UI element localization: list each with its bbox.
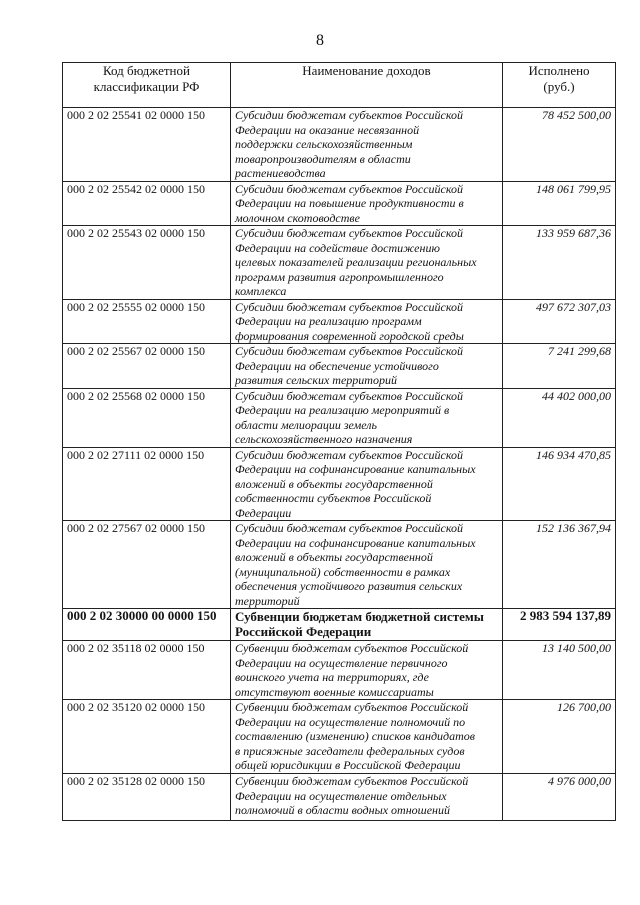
revenue-name-line: Федерации на реализацию программ: [235, 314, 422, 328]
revenue-name-line: поддержки сельскохозяйственным: [235, 137, 413, 151]
revenue-name-cell: [231, 609, 503, 641]
executed-amount-cell: 148 061 799,95: [503, 181, 616, 226]
budget-code-cell: 000 2 02 30000 00 0000 150: [63, 609, 231, 641]
revenue-name-line: Федерации на осуществление полномочий по: [235, 714, 466, 729]
table-row: [63, 344, 616, 389]
revenue-name-line: Субвенции бюджетам субъектов Российской: [235, 641, 469, 655]
executed-amount-cell: 13 140 500,00: [503, 641, 616, 700]
revenue-name-line: Федерации на реализацию мероприятий в: [235, 403, 450, 417]
header-code: [63, 63, 231, 108]
revenue-name-line: Федерации на содействие достижению: [235, 240, 440, 255]
revenue-name-line: воинского учета на территориях, где: [235, 670, 429, 684]
budget-code-cell: 000 2 02 25568 02 0000 150: [63, 388, 231, 447]
revenue-name-line: формирования современной городской среды: [235, 328, 464, 343]
revenue-name-line: программ развития агропромышленного: [235, 269, 444, 284]
header-code-line: Код бюджетной: [103, 63, 190, 78]
table-row: [63, 521, 616, 609]
revenue-name-line: Субсидии бюджетам субъектов Российской: [235, 521, 464, 535]
executed-amount-cell: 4 976 000,00: [503, 774, 616, 821]
revenue-name-line: сельскохозяйственного назначения: [235, 432, 413, 446]
revenue-name-line: Федерации на осуществление первичного: [235, 655, 448, 670]
revenue-name-line: товаропроизводителям в области: [235, 151, 411, 166]
revenue-name-line: Федерации на осуществление отдельных: [235, 788, 447, 803]
revenue-name-line: Субвенции бюджетам бюджетной системы: [235, 609, 484, 624]
revenue-name-line: Субсидии бюджетам субъектов Российской: [235, 447, 464, 462]
budget-code-cell: 000 2 02 27111 02 0000 150: [63, 447, 231, 521]
executed-amount-cell: 146 934 470,85: [503, 447, 616, 521]
revenue-table: [62, 62, 616, 821]
header-amount: [503, 63, 616, 108]
table-row: [63, 388, 616, 447]
revenue-name-cell: [231, 108, 503, 182]
revenue-name-line: полномочий в области водных отношений: [235, 803, 450, 817]
executed-amount-cell: 78 452 500,00: [503, 108, 616, 182]
table-row: [63, 700, 616, 774]
revenue-name-cell: [231, 700, 503, 774]
header-amount-line: (руб.): [543, 79, 575, 94]
revenue-name-line: собственности субъектов Российской: [235, 491, 432, 505]
table-row: [63, 299, 616, 344]
revenue-name-cell: [231, 181, 503, 226]
revenue-name-cell: [231, 521, 503, 609]
revenue-name-line: Федерации на обеспечение устойчивого: [235, 358, 439, 373]
budget-code-cell: 000 2 02 35128 02 0000 150: [63, 774, 231, 821]
revenue-name-line: Субсидии бюджетам субъектов Российской: [235, 226, 464, 240]
revenue-name-line: области мелиорации земель: [235, 417, 377, 432]
budget-code-cell: 000 2 02 25543 02 0000 150: [63, 226, 231, 300]
table-row: [63, 181, 616, 226]
revenue-name-line: Федерации на софинансирование капитальных: [235, 462, 476, 476]
executed-amount-cell: 2 983 594 137,89: [503, 609, 616, 641]
executed-amount-cell: 44 402 000,00: [503, 388, 616, 447]
revenue-name-line: комплекса: [235, 284, 287, 298]
revenue-name-line: развития сельских территорий: [235, 373, 397, 387]
header-name-line: Наименование доходов: [302, 63, 431, 78]
revenue-name-line: Субсидии бюджетам субъектов Российской: [235, 344, 464, 358]
table-row: [63, 108, 616, 182]
revenue-name-line: Федерации на повышение продуктивности в: [235, 196, 464, 210]
table-header-row: [63, 63, 616, 108]
revenue-name-line: целевых показателей реализации региональных: [235, 255, 477, 269]
table-row: [63, 774, 616, 821]
page-number: 8: [316, 32, 324, 49]
revenue-name-line: отсутствуют военные комиссариаты: [235, 684, 434, 699]
revenue-name-line: вложений в объекты государственной: [235, 550, 433, 564]
revenue-name-line: (муниципальной) собственности в рамках: [235, 564, 451, 579]
budget-code-cell: 000 2 02 25555 02 0000 150: [63, 299, 231, 344]
executed-amount-cell: 152 136 367,94: [503, 521, 616, 609]
revenue-name-line: Субвенции бюджетам субъектов Российской: [235, 774, 469, 788]
executed-amount-cell: 133 959 687,36: [503, 226, 616, 300]
revenue-name-line: Субвенции бюджетам субъектов Российской: [235, 700, 469, 714]
header-name: [231, 63, 503, 108]
revenue-name-line: Субсидии бюджетам субъектов Российской: [235, 181, 464, 196]
revenue-name-line: общей юрисдикции в Российской Федерации: [235, 758, 461, 772]
revenue-name-line: Федерации на оказание несвязанной: [235, 122, 420, 137]
header-amount-line: Исполнено: [528, 63, 590, 78]
revenue-name-line: Субсидии бюджетам субъектов Российской: [235, 388, 464, 403]
table-row: [63, 226, 616, 300]
revenue-name-line: Субсидии бюджетам субъектов Российской: [235, 299, 464, 314]
revenue-name-line: Федерации на софинансирование капитальных: [235, 535, 476, 550]
table-row: [63, 641, 616, 700]
budget-code-cell: 000 2 02 35118 02 0000 150: [63, 641, 231, 700]
revenue-name-cell: [231, 344, 503, 389]
revenue-name-cell: [231, 641, 503, 700]
revenue-name-cell: [231, 226, 503, 300]
table-row: [63, 609, 616, 641]
executed-amount-cell: 7 241 299,68: [503, 344, 616, 389]
revenue-name-line: Российской Федерации: [235, 624, 372, 639]
budget-code-cell: 000 2 02 25542 02 0000 150: [63, 181, 231, 226]
revenue-name-line: растениеводства: [235, 166, 326, 180]
revenue-name-cell: [231, 774, 503, 821]
budget-code-cell: 000 2 02 27567 02 0000 150: [63, 521, 231, 609]
revenue-name-cell: [231, 447, 503, 521]
budget-code-cell: 000 2 02 25541 02 0000 150: [63, 108, 231, 182]
revenue-name-line: составлению (изменению) списков кандидатов: [235, 729, 475, 743]
revenue-name-line: молочном скотоводстве: [235, 210, 360, 225]
revenue-name-line: Федерации: [235, 505, 292, 520]
executed-amount-cell: 126 700,00: [503, 700, 616, 774]
revenue-name-line: обеспечения устойчивого развития сельских: [235, 579, 463, 593]
revenue-name-line: территорий: [235, 593, 300, 608]
revenue-name-cell: [231, 388, 503, 447]
header-code-line: классификации РФ: [93, 79, 200, 94]
revenue-name-line: вложений в объекты государственной: [235, 476, 433, 491]
revenue-name-line: в присяжные заседатели федеральных судов: [235, 743, 465, 758]
table-row: [63, 447, 616, 521]
revenue-name-cell: [231, 299, 503, 344]
budget-code-cell: 000 2 02 35120 02 0000 150: [63, 700, 231, 774]
budget-code-cell: 000 2 02 25567 02 0000 150: [63, 344, 231, 389]
executed-amount-cell: 497 672 307,03: [503, 299, 616, 344]
revenue-name-line: Субсидии бюджетам субъектов Российской: [235, 108, 464, 122]
